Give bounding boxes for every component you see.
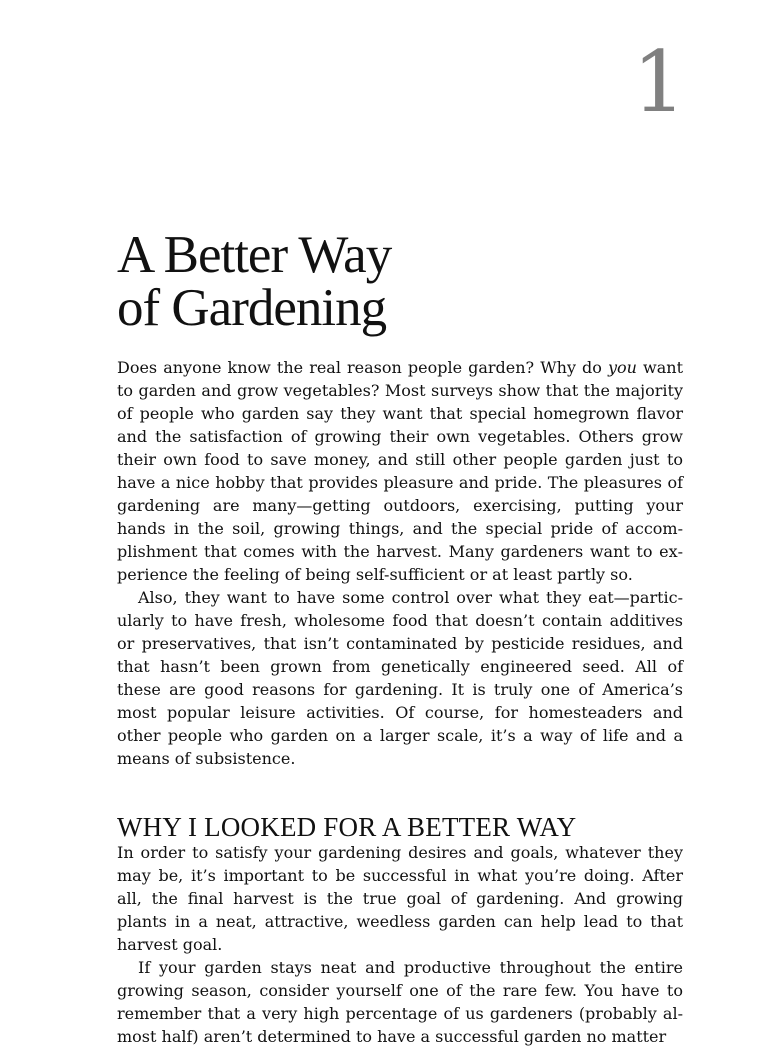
chapter-title-line-1: A Better Way: [117, 226, 392, 284]
why-paragraph-2: If your garden stays neat and productive throughout the entire growing season, consider yourself one of the rare few. You have to remember that a very high percentage of us gardeners (probably almost half) aren’t determined to have a successful garden no matter: [117, 958, 683, 1046]
chapter-number: 1: [632, 33, 684, 131]
intro-paragraph-1-end: want to garden and grow vegetables? Most surveys show that the majority of people who garden say they want that special homegrown flavor and the satisfaction of growing their own vegetables. Others grow their own food to save money, and still other people garden just to have a nice hobby that provides pleasure and pride. The pleasures of gardening are many—getting outdoors, exercising, putting your hands in the soil, growing things, and the special pride of accomplishment that comes with the harvest. Many gardeners want to experience the feeling of being self-sufficient or at least partly so.: [117, 358, 683, 584]
why-section: [117, 841, 683, 1048]
intro-section: [117, 356, 683, 770]
intro-paragraph-2: Also, they want to have some control over what they eat—particularly to have fresh, wholesome food that doesn’t contain additives or preservatives, that isn’t contaminated by pesticide residues, and that hasn’t been grown from genetically engineered seed. All of these are good reasons for gardening. It is truly one of America’s most popular leisure activities. Of course, for homesteaders and other people who garden on a larger scale, it’s a way of life and a means of subsistence.: [117, 588, 683, 768]
why-paragraph-1: In order to satisfy your gardening desires and goals, whatever they may be, it’s important to be successful in what you’re doing. After all, the final harvest is the true goal of gardening. And growing plants in a neat, attractive, weedless garden can help lead to that harvest goal.: [117, 843, 683, 954]
intro-paragraph-1: [117, 356, 683, 586]
section-heading: WHY I LOOKED FOR A BETTER WAY: [117, 812, 577, 842]
chapter-title-line-2: of Gardening: [117, 279, 387, 337]
chapter-title: [117, 226, 392, 337]
intro-paragraph-1-start: Does anyone know the real reason people garden? Why do: [117, 358, 608, 377]
intro-emphasis-you: you: [607, 358, 637, 377]
